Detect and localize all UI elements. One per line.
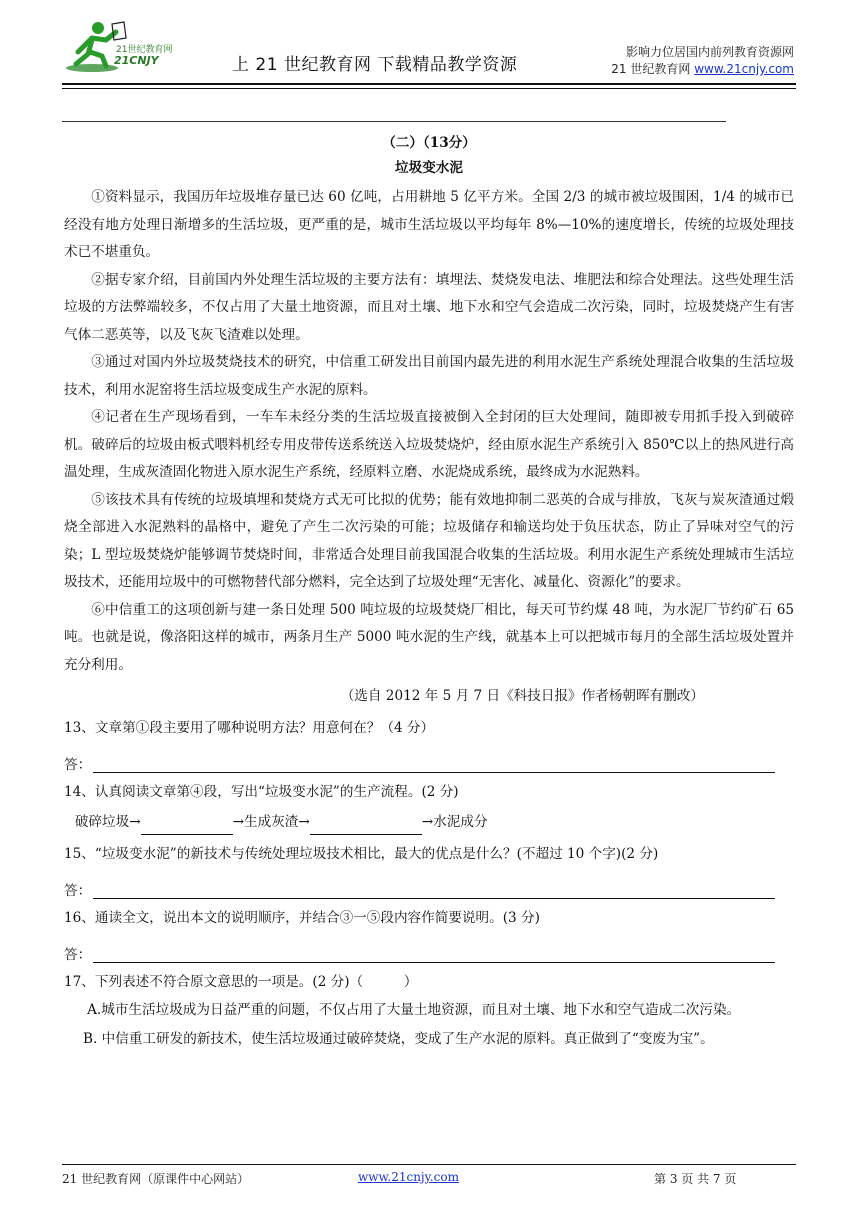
page-top-rule (62, 121, 726, 122)
header-tagline: 影响力位居国内前列教育资源网 (625, 45, 794, 59)
site-logo (62, 18, 174, 78)
header-site-name: 21 世纪教育网 (611, 62, 695, 76)
flow-step-1: 破碎垃圾→ (74, 814, 141, 830)
footer-divider (62, 1164, 796, 1165)
header-divider-thin (62, 88, 796, 89)
paragraph-2: ②据专家介绍，目前国内外处理生活垃圾的主要方法有：填埋法、焚烧发电法、堆肥法和综合处理法。这些处理生活垃圾的方法弊端较多，不仅占用了大量土地资源，而且对土壤、地下水和空气会造成二次污染，同时，垃圾焚烧产生有害气体二恶英等，以及飞灰飞渣难以处理。 (64, 271, 794, 343)
footer-link[interactable]: www.21cnjy.com (358, 1170, 459, 1184)
answer-15 (64, 867, 794, 899)
header-right-info (534, 44, 794, 78)
paragraph-5: ⑤该技术具有传统的垃圾填埋和焚烧方式无可比拟的优势；能有效地抑制二恶英的合成与排放，飞灰与炭灰渣通过煅烧全部进入水泥熟料的晶格中，避免了产生二次污染的可能；垃圾储存和输送均处于负压状态，防止了异味对空气的污染；L 型垃圾焚烧炉能够调节焚烧时间，非常适合处理目前我国混合收集的生活垃圾。利用水泥生产系统处理城市生活垃圾技术，还能用垃圾中的可燃物替代部分燃料，完全达到了垃圾处理“无害化、减量化、资源化”的要求。 (64, 491, 794, 590)
section-title: （二）（13分） (382, 135, 476, 151)
question-16: 16、通读全文，说出本文的说明顺序，并结合③一⑤段内容作简要说明。(3 分) (64, 910, 540, 926)
question-14: 14、认真阅读文章第④段，写出“垃圾变水泥”的生产流程。(2 分) (64, 784, 459, 800)
header-site-link[interactable]: www.21cnjy.com (694, 62, 794, 76)
article-source: （选自 2012 年 5 月 7 日《科技日报》作者杨朝晖有删改） (340, 688, 704, 704)
flow-blank-2[interactable] (310, 818, 422, 835)
paragraph-6: ⑥中信重工的这项创新与建一条日处理 500 吨垃圾的垃圾焚烧厂相比，每天可节约煤 48 吨，为水泥厂节约矿石 65 吨。也就是说，像洛阳这样的城市，两条月生产 5000 吨水泥的生产线，就基本上可以把城市每月的全部生活垃圾处置并充分利用。 (64, 601, 794, 673)
answer-16-line[interactable] (93, 944, 775, 963)
flow-step-3: →水泥成分 (421, 814, 488, 830)
header-divider (62, 83, 796, 85)
page-number: 第 3 页 共 7 页 (654, 1172, 737, 1186)
paragraph-4: ④记者在生产现场看到，一车车未经分类的生活垃圾直接被倒入全封闭的巨大处理间，随即被专用抓手投入到破碎机。破碎后的垃圾由板式喂料机经专用皮带传送系统送入垃圾焚烧炉，经由原水泥生产系统引入 850℃以上的热风进行高温处理，生成灰渣固化物进入原水泥生产系统，经原料立磨、水泥烧成系统，最终成为水泥熟料。 (64, 409, 794, 480)
answer-13-line[interactable] (93, 754, 775, 773)
flow-blank-1[interactable] (141, 818, 233, 835)
answer-15-line[interactable] (93, 880, 775, 899)
process-flow (64, 809, 794, 835)
header-slogan: 上 21 世纪教育网 下载精品教学资源 (232, 55, 518, 75)
paragraph-1: ①资料显示，我国历年垃圾堆存量已达 60 亿吨，占用耕地 5 亿平方米。全国 2/3 的城市被垃圾围困，1/4 的城市已经没有地方处理日渐增多的生活垃圾，更严重的是，城市生活垃圾以平均每年 8%—10%的速度增长，传统的垃圾处理技术已不堪重负。 (64, 189, 794, 260)
option-a[interactable]: A.城市生活垃圾成为日益严重的问题，不仅占用了大量土地资源，而且对土壤、地下水和空气造成二次污染。 (87, 1002, 741, 1018)
paragraph-3: ③通过对国内外垃圾焚烧技术的研究，中信重工研发出目前国内最先进的利用水泥生产系统处理混合收集的生活垃圾技术，利用水泥窑将生活垃圾变成生产水泥的原料。 (64, 354, 794, 398)
main-content (64, 130, 794, 1053)
logo-text-cn: 21世纪教育网 (116, 45, 173, 55)
answer-label: 答： (64, 947, 92, 963)
answer-label: 答： (64, 883, 92, 899)
answer-16 (64, 931, 794, 963)
option-b[interactable]: B. 中信重工研发的新技术，使生活垃圾通过破碎焚烧，变成了生产水泥的原料。真正做到了“变废为宝”。 (83, 1031, 714, 1047)
answer-label: 答： (64, 757, 92, 773)
logo-text-en: 21CNJY (114, 54, 159, 67)
article-title: 垃圾变水泥 (395, 160, 463, 176)
question-15: 15、“垃圾变水泥”的新技术与传统处理垃圾技术相比，最大的优点是什么？(不超过 10 个字)(2 分) (64, 846, 659, 862)
question-17: 17、下列表述不符合原文意思的一项是。(2 分)（ ） (64, 974, 418, 990)
flow-step-2: →生成灰渣→ (232, 814, 310, 830)
answer-13 (64, 741, 794, 773)
footer-site-name: 21 世纪教育网（原课件中心网站） (62, 1172, 250, 1186)
question-13: 13、文章第①段主要用了哪种说明方法？用意何在？（4 分） (64, 720, 435, 736)
